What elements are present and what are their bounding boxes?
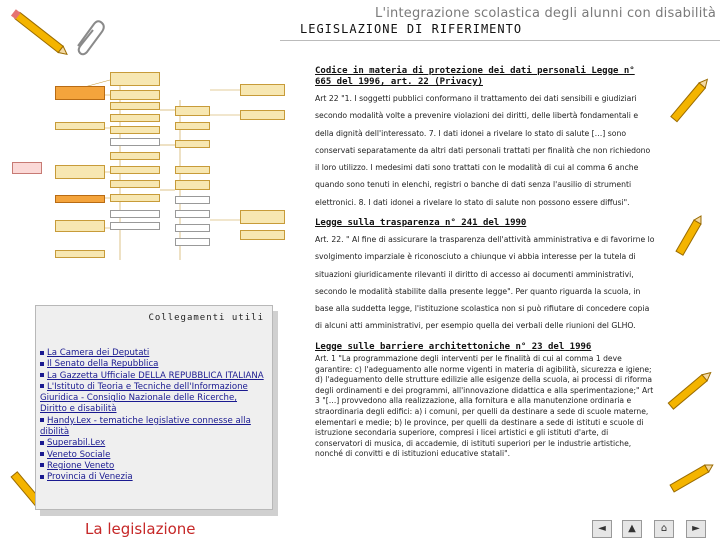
- link-veneto-sociale[interactable]: Veneto Sociale: [47, 449, 111, 460]
- section-barriere: [315, 342, 655, 460]
- pencil-icon-right-top: [660, 70, 720, 130]
- diagram-node: [175, 196, 210, 204]
- diagram-node: [12, 162, 42, 174]
- bullet-icon: [40, 463, 44, 467]
- diagram-node: [55, 122, 105, 130]
- bullet-icon: [40, 373, 44, 377]
- diagram-node: [175, 180, 210, 190]
- diagram-node: [110, 90, 160, 100]
- link-senato[interactable]: Il Senato della Repubblica: [47, 359, 159, 370]
- diagram-node: [110, 222, 160, 230]
- link-camera-deputati[interactable]: La Camera dei Deputati: [47, 348, 150, 358]
- app-title: L'integrazione scolastica degli alunni con disabilità: [375, 6, 716, 21]
- diagram-node: [110, 102, 160, 110]
- list-item[interactable]: [40, 382, 266, 416]
- footer-title: La legislazione: [85, 520, 196, 538]
- diagram-node: [175, 210, 210, 218]
- diagram-node: [240, 210, 285, 224]
- diagram-node: [110, 180, 160, 188]
- diagram-node: [240, 110, 285, 120]
- diagram-node: [240, 84, 285, 96]
- home-button[interactable]: ⌂: [654, 520, 674, 538]
- bullet-icon: [40, 418, 44, 422]
- diagram-node: [55, 250, 105, 258]
- diagram-node: [175, 140, 210, 148]
- diagram-node: [55, 195, 105, 203]
- section-trasparenza-title[interactable]: Legge sulla trasparenza n° 241 del 1990: [315, 218, 527, 228]
- section-privacy: [315, 66, 655, 211]
- diagram-node: [110, 194, 160, 202]
- link-handylex[interactable]: Handy.Lex - tematiche legislative connesse alla dibilità: [40, 415, 251, 438]
- useful-links-panel: [35, 305, 273, 510]
- diagram-node: [175, 106, 210, 116]
- section-trasparenza: [315, 218, 655, 335]
- list-item[interactable]: [40, 438, 266, 449]
- link-provincia-venezia[interactable]: Provincia di Venezia: [47, 472, 133, 483]
- next-button[interactable]: ►: [686, 520, 706, 538]
- link-superabil[interactable]: Superabil.Lex: [47, 438, 106, 449]
- link-ittig[interactable]: L'Istituto di Teoria e Tecniche dell'Informazione Giuridica - Consiglio Nazionale delle Ricerche, Diritto e disabilità: [40, 381, 248, 415]
- diagram-node: [110, 114, 160, 122]
- section-barriere-body: Art. 1 "La programmazione degli interventi per le finalità di cui al comma 1 deve garantire: c) l'adeguamento alle norme vigenti in materia di agibilità, sicurezza e igiene; d) l'adeguamento delle strutture edilizie alle esigenze della scuola, ai processi di riforma degli ordinamenti e dei programmi, all'innovazione didattica e alla sperimentazione;" Art 3 "[…] provvedono alla realizzazione, alla fornitura e alla manutenzione ordinaria e straordinaria degli edifici: a) i comuni, per quelli da destinare a sede di scuole materne, elementari e medie; b) le province, per quelli da destinare a sede di istituti e scuole di istruzione secondaria superiore, compresi i licei artistici e gli istituti d'arte, di conservatori di musica, di accademie, di istituti superiori per le industrie artistiche, nonché di convitti e di istituzioni educative statali".: [315, 354, 654, 459]
- section-privacy-body: Art 22 "1. I soggetti pubblici conformano il trattamento dei dati sensibili e giudiziari secondo modalità volte a prevenire violazioni dei diritti, delle libertà fondamentali e della dignità dell'interessato. 7. I dati idonei a rivelare lo stato di salute […] sono conservati separatamente da altri dati personali trattati per finalità che non richiedono il loro utilizzo. I medesimi dati sono trattati con le modalità di cui al comma 6 anche quando sono tenuti in elenchi, registri o banche di dati senza l'ausilio di strumenti elettronici. 8. I dati idonei a rivelare lo stato di salute non possono essere diffusi".: [315, 94, 651, 207]
- links-panel-title: Collegamenti utili: [148, 313, 264, 323]
- bullet-icon: [40, 351, 44, 355]
- diagram-node: [110, 166, 160, 174]
- bullet-icon: [40, 362, 44, 366]
- up-button[interactable]: ▲: [622, 520, 642, 538]
- diagram-node: [240, 230, 285, 240]
- diagram-node: [110, 152, 160, 160]
- prev-button[interactable]: ◄: [592, 520, 612, 538]
- links-list: [40, 348, 266, 484]
- list-item[interactable]: [40, 472, 266, 483]
- pencil-icon-top-left: [6, 2, 76, 66]
- pencil-icon-right-middle: [665, 210, 715, 260]
- diagram-node: [110, 138, 160, 146]
- list-item[interactable]: [40, 348, 266, 359]
- list-item[interactable]: [40, 416, 266, 439]
- pencil-icon-right-bottom-2: [665, 450, 720, 505]
- bullet-icon: [40, 452, 44, 456]
- bullet-icon: [40, 441, 44, 445]
- diagram-node: [175, 122, 210, 130]
- diagram-node: [55, 86, 105, 100]
- bullet-icon: [40, 384, 44, 388]
- header-divider: [280, 40, 720, 41]
- diagram-node: [175, 224, 210, 232]
- diagram-node: [175, 166, 210, 174]
- diagram-node: [110, 126, 160, 134]
- link-regione-veneto[interactable]: Regione Veneto: [47, 460, 115, 471]
- diagram-node: [110, 210, 160, 218]
- section-barriere-title[interactable]: Legge sulle barriere architettoniche n° 23 del 1996: [315, 342, 592, 352]
- diagram-node: [55, 220, 105, 232]
- section-trasparenza-body: Art. 22. " Al fine di assicurare la trasparenza dell'attività amministrativa e di favorirne lo svolgimento imparziale è riconosciuto a chiunque vi abbia interesse per la tutela di situazioni giuridicamente rilevanti il diritto di accesso ai documenti amministrativi, secondo le modalità stabilite dalla presente legge". Per quanto riguarda la scuola, in base alla suddetta legge, l'istituzione scolastica non si può rifiutare di concedere copia di alcuni atti amministrativi, per esempio quella dei verbali delle riunioni del GLHO.: [315, 235, 655, 331]
- list-item[interactable]: [40, 359, 266, 370]
- link-gazzetta-ufficiale[interactable]: La Gazzetta Ufficiale DELLA REPUBBLICA ITALIANA: [47, 370, 264, 381]
- bullet-icon: [40, 475, 44, 479]
- list-item[interactable]: [40, 461, 266, 472]
- section-privacy-title[interactable]: Codice in materia di protezione dei dati personali Legge n° 665 del 1996, art. 22 (Privacy): [315, 66, 635, 87]
- list-item[interactable]: [40, 371, 266, 382]
- pencil-icon-right-bottom: [660, 360, 720, 420]
- page-subtitle: LEGISLAZIONE DI RIFERIMENTO: [300, 22, 523, 36]
- legislation-diagram: [10, 70, 300, 270]
- diagram-node: [55, 165, 105, 179]
- paperclip-icon: [70, 16, 106, 56]
- list-item[interactable]: [40, 450, 266, 461]
- diagram-node: [175, 238, 210, 246]
- diagram-node: [110, 72, 160, 86]
